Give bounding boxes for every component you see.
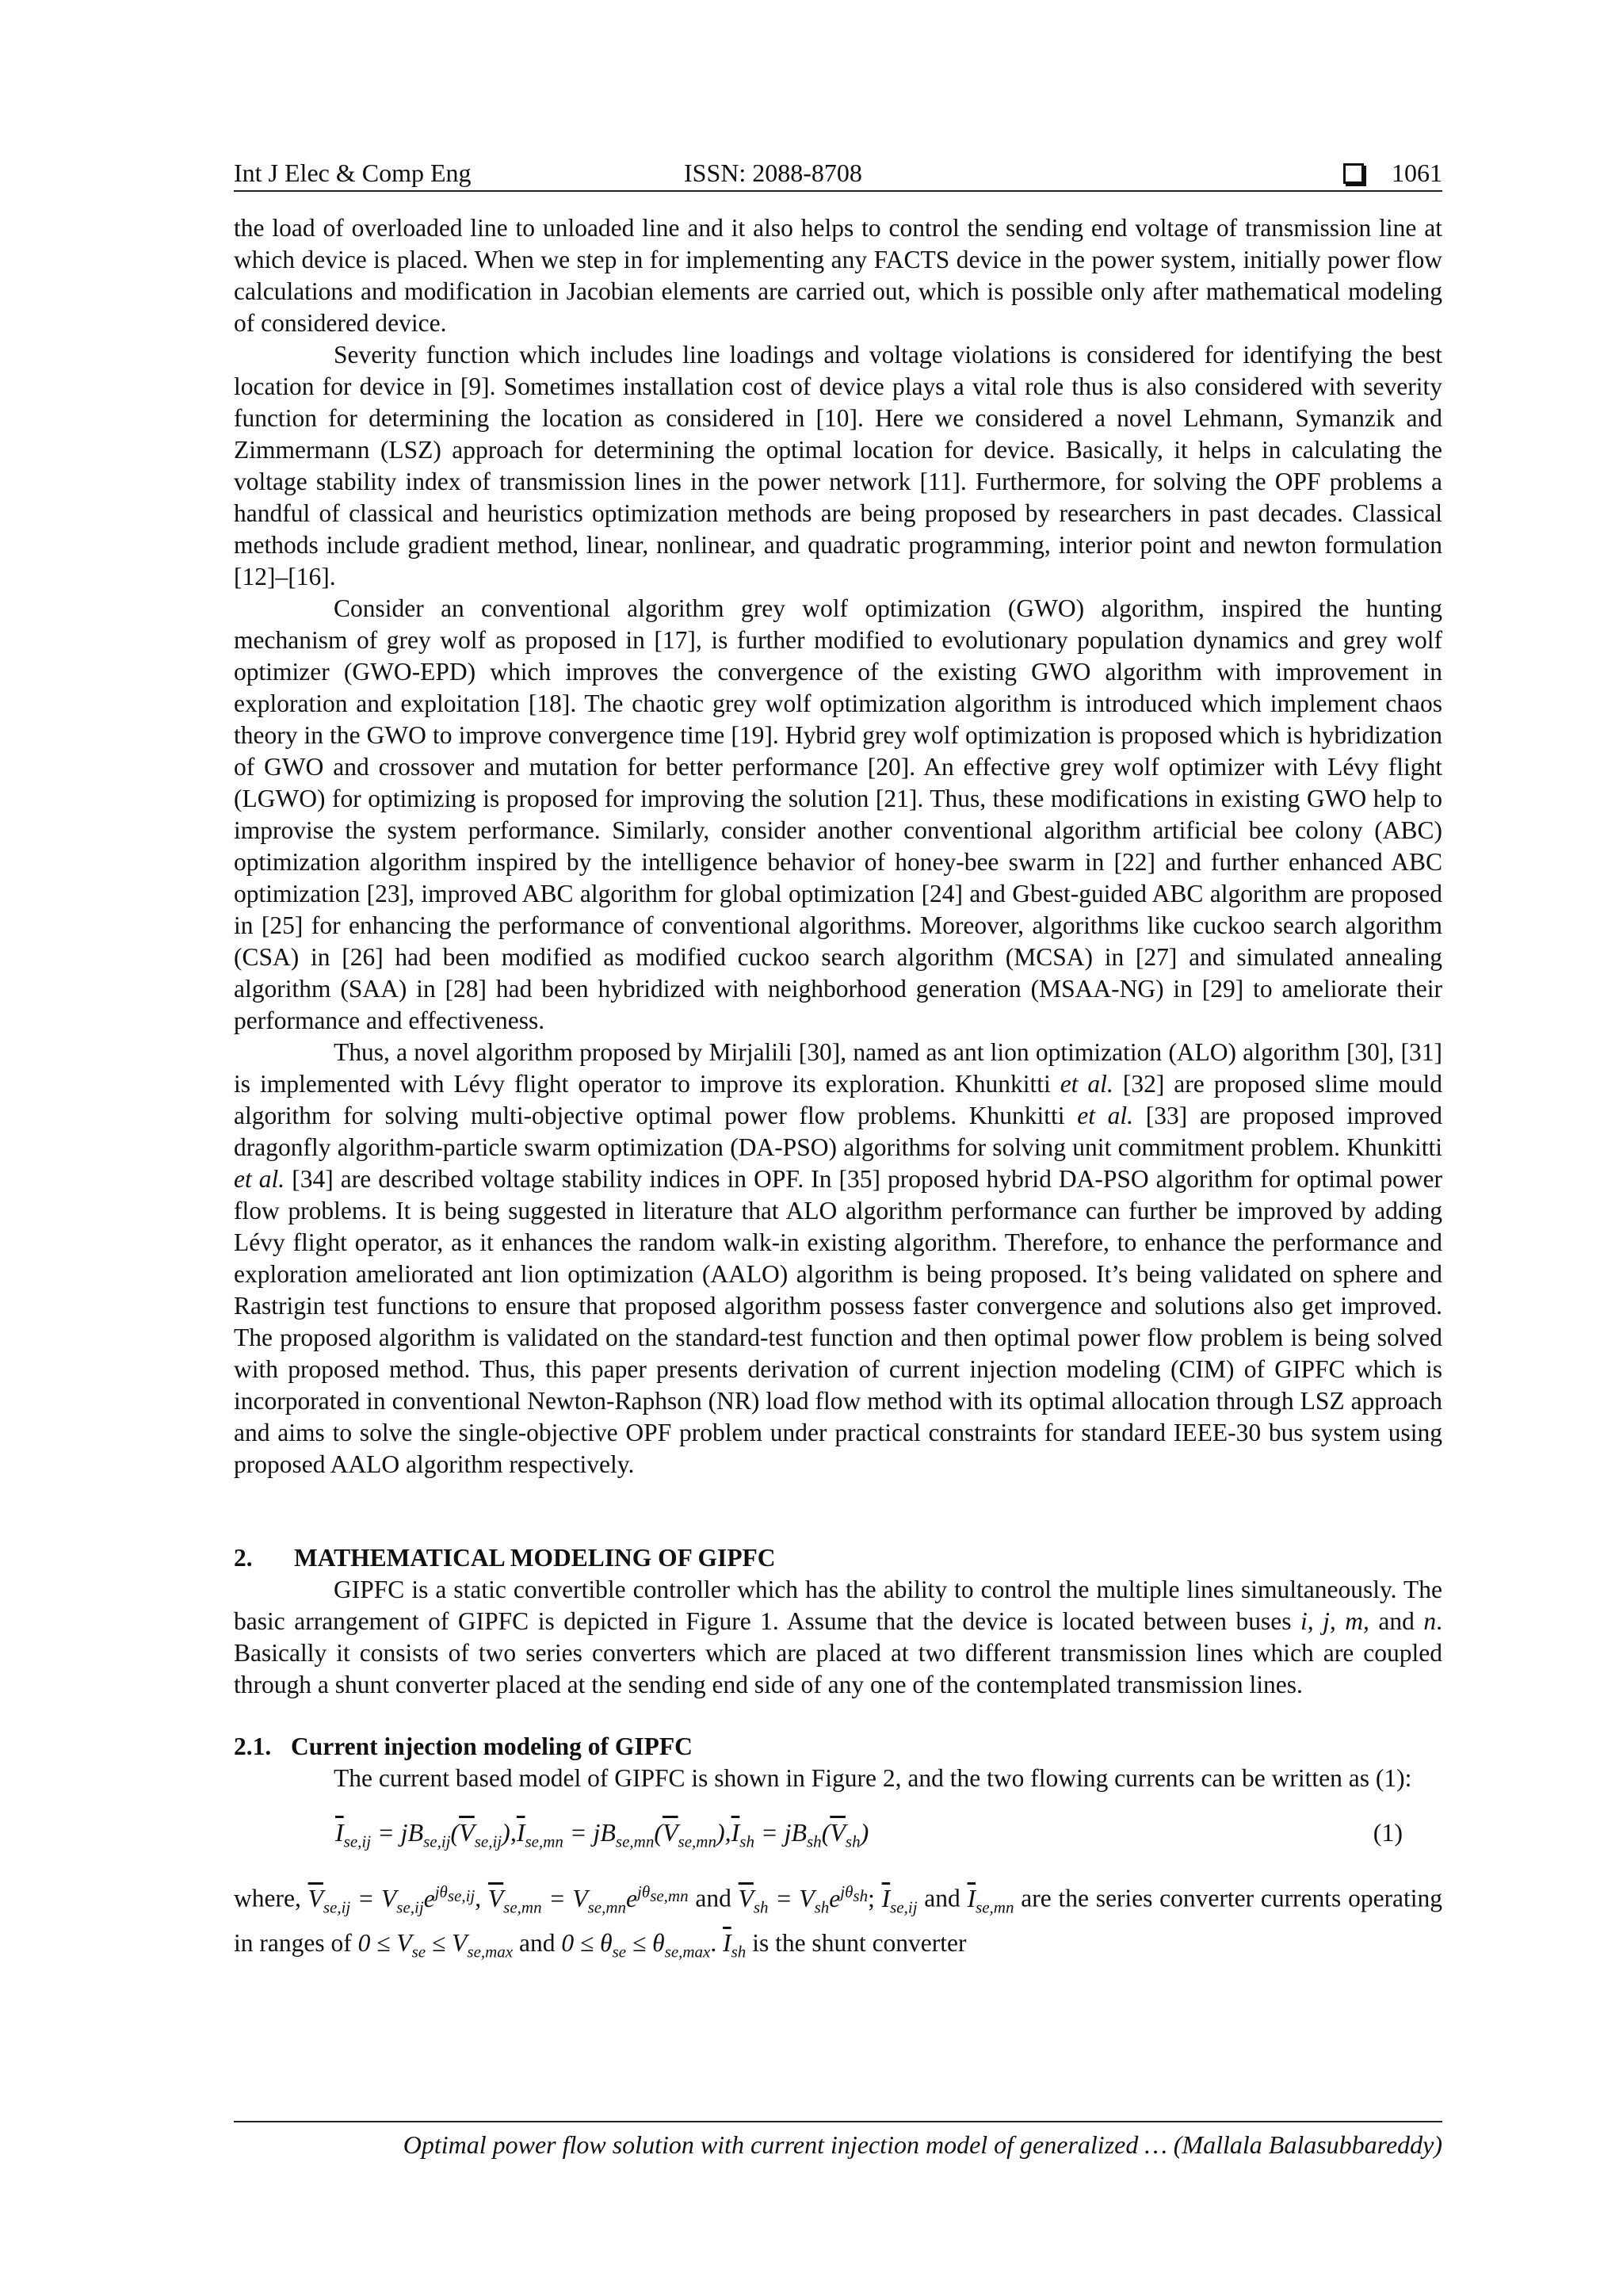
p4-part-c: [33] are proposed improved dragonfly algorithm-particle swarm optimization (DA-PSO) algorithms for solving unit commitment problem. Khunkitti bbox=[234, 1102, 1442, 1161]
section-2-1-title: Current injection modeling of GIPFC bbox=[291, 1733, 693, 1760]
where-and-3: and bbox=[513, 1928, 562, 1957]
page-number: 1061 bbox=[1392, 159, 1442, 187]
s2-bus-n: n bbox=[1423, 1607, 1437, 1635]
square-bullet-icon bbox=[1343, 163, 1364, 184]
running-header bbox=[234, 155, 1442, 192]
s2-buses: i, j, m, bbox=[1300, 1607, 1369, 1635]
section-2-1-paragraph: The current based model of GIPFC is shown in Figure 2, and the two flowing currents can be written as (1): bbox=[334, 1764, 1412, 1792]
equation-1-number: (1) bbox=[1373, 1818, 1403, 1847]
s2-text-b: . Basically it consists of two series converters which are placed at two different transmission lines which are coupled through a shunt converter placed at the sending end side of any one of the contemplated transmission lines. bbox=[234, 1607, 1442, 1698]
paragraph-3: Consider an conventional algorithm grey wolf optimization (GWO) algorithm, inspired the hunting mechanism of grey wolf as proposed in [17], is further modified to evolutionary population dynamics and grey wolf optimizer (GWO-EPD) which improves the convergence of the existing GWO algorithm with improvement in exploration and exploitation [18]. The chaotic grey wolf optimization algorithm is introduced which implement chaos theory in the GWO to improve convergence time [19]. Hybrid grey wolf optimization is proposed which is hybridization of GWO and crossover and mutation for better performance [20]. An effective grey wolf optimizer with Lévy flight (LGWO) for optimizing is proposed for improving the solution [21]. Thus, these modifications in existing GWO help to improvise the system performance. Similarly, consider another conventional algorithm artificial bee colony (ABC) optimization algorithm inspired by the intelligence behavior of honey-bee swarm in [22] and further enhanced ABC optimization [23], improved ABC algorithm for global optimization [24] and Gbest-guided ABC algorithm are proposed in [25] for enhancing the performance of conventional algorithms. Moreover, algorithms like cuckoo search algorithm (CSA) in [26] had been modified as modified cuckoo search algorithm (MCSA) in [27] and simulated annealing algorithm (SAA) in [28] had been hybridized with neighborhood generation (MSAA-NG) in [29] to ameliorate their performance and effectiveness. bbox=[234, 594, 1442, 1034]
et-al-3: et al. bbox=[234, 1165, 285, 1193]
s2-text-a: GIPFC is a static convertible controller which has the ability to control the multiple lines simultaneously. The basic arrangement of GIPFC is depicted in Figure 1. Assume that the device is located between buses bbox=[234, 1576, 1442, 1635]
et-al-1: et al. bbox=[1060, 1070, 1113, 1098]
where-and-1: and bbox=[688, 1884, 739, 1912]
p4-part-b: [32] are proposed slime mould algorithm for solving multi-objective optimal power flow problems. Khunkitti bbox=[234, 1070, 1442, 1129]
section-2-heading bbox=[234, 1542, 1442, 1574]
equation-1-expression: $\overline{I}_{se,ij} = jB_{se,ij}(\overline{V}_{se,ij}),\overline{I}_{se,mn} = jB_{se,mn}(\overline{V}_{se,mn}),\overline{I}_{sh} = jB_{sh}(\overline{V}_{sh})$ bbox=[335, 1818, 869, 1851]
paragraph-1: the load of overloaded line to unloaded line and it also helps to control the sending end voltage of transmission line at which device is placed. When we step in for implementing any FACTS device in the power system, initially power flow calculations and modification in Jacobian elements are carried out, which is possible only after mathematical modeling of considered device. bbox=[234, 214, 1442, 337]
section-2-title: MATHEMATICAL MODELING OF GIPFC bbox=[294, 1544, 776, 1572]
et-al-2: et al. bbox=[1077, 1102, 1134, 1129]
paragraph-4 bbox=[234, 1037, 1442, 1480]
p4-part-a: Thus, a novel algorithm proposed by Mirjalili [30], named as ant lion optimization (ALO) algorithm [30], [31] is implemented with Lévy flight operator to improve its exploration. Khunkitti bbox=[234, 1038, 1442, 1098]
journal-name: Int J Elec & Comp Eng bbox=[234, 159, 472, 187]
where-shunt: is the shunt converter bbox=[746, 1928, 967, 1957]
section-2-number: 2. bbox=[234, 1544, 253, 1572]
p4-part-d: [34] are described voltage stability indices in OPF. In [35] proposed hybrid DA-PSO algorithm for optimal power flow problems. It is being suggested in literature that ALO algorithm performance can further be improved by adding Lévy flight operator, as it enhances the random walk-in existing algorithm. Therefore, to enhance the performance and exploration ameliorated ant lion optimization (AALO) algorithm is being proposed. It’s being validated on sphere and Rastrigin test functions to ensure that proposed algorithm possess faster convergence and solutions also get improved. The proposed algorithm is validated on the standard-test function and then optimal power flow problem is being solved with proposed method. Thus, this paper presents derivation of current injection modeling (CIM) of GIPFC which is incorporated in conventional Newton-Raphson (NR) load flow method with its optimal allocation through LSZ approach and aims to solve the single-objective OPF problem under practical constraints for standard IEEE-30 bus system using proposed AALO algorithm respectively. bbox=[234, 1165, 1442, 1478]
section-2-paragraph bbox=[234, 1574, 1442, 1701]
where-paragraph: where, $\overline{V}_{se,ij} = V_{se,ij}e^{j\theta_{se,ij}}$, $\overline{V}_{se,mn} = V_{se,mn}e^{j\theta_{se,mn}}$ and $\overline{V}_{sh} = V_{sh}e^{j\theta_{sh}}$; $\overline{I}_{se,ij}$ and $\overline{I}_{se,mn}$ are the series converter currents operating in ranges of $0 \le V_{se} \le V_{se,max}$ and $0 \le \theta_{se} \le \theta_{se,max}$. $\overline{I}_{sh}$ is the shunt converter bbox=[234, 1882, 1443, 1962]
section-2-1-heading bbox=[234, 1731, 1442, 1763]
s2-and: and bbox=[1369, 1607, 1424, 1635]
running-footer: Optimal power flow solution with current injection model of generalized … (Mallala Balasubbareddy) bbox=[403, 2130, 1442, 2159]
where-are-series: are the series converter currents operating in ranges of bbox=[234, 1884, 1443, 1957]
footer-rule bbox=[234, 2121, 1442, 2122]
issn: ISSN: 2088-8708 bbox=[684, 159, 862, 187]
equation-1 bbox=[234, 1810, 1442, 1861]
where-label: where, bbox=[234, 1884, 308, 1912]
section-2-1-number: 2.1. bbox=[234, 1733, 272, 1760]
paragraph-2: Severity function which includes line loadings and voltage violations is considered for identifying the best location for device in [9]. Sometimes installation cost of device plays a vital role thus is also considered with severity function for determining the location as considered in [10]. Here we considered a novel Lehmann, Symanzik and Zimmermann (LSZ) approach for determining the optimal location for device. Basically, it helps in calculating the voltage stability index of transmission lines in the power network [11]. Furthermore, for solving the OPF problems a handful of classical and heuristics optimization methods are being proposed by researchers in past decades. Classical methods include gradient method, linear, nonlinear, and quadratic programming, interior point and newton formulation [12]–[16]. bbox=[234, 341, 1442, 590]
body-content bbox=[234, 212, 1442, 1969]
where-and-2: and bbox=[917, 1884, 968, 1912]
